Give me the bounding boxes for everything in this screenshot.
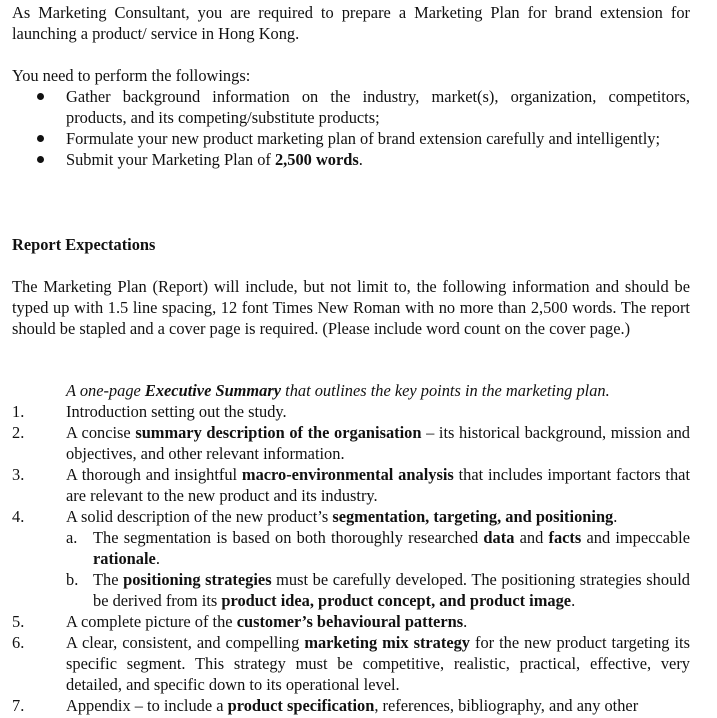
item-number: 4. (12, 507, 25, 526)
list-item: 6. A clear, consistent, and compelling marketing mix strategy for the new product targeting its specific segment. This strategy must be competitive, realistic, practical, effective, very detailed, and specific down to its operational level. (12, 633, 690, 694)
list-item: 2. A concise summary description of the organisation – its historical background, mission and objectives, and other relevant information. (12, 423, 690, 463)
item-number: 5. (12, 612, 25, 631)
sub-list-item: a. The segmentation is based on both thoroughly researched data and facts and impeccable rationale. (66, 528, 690, 568)
intro-paragraph: As Marketing Consultant, you are required to prepare a Marketing Plan for brand extension for launching a product/ service in Hong Kong. (12, 3, 690, 43)
list-item: 3. A thorough and insightful macro-environmental analysis that includes important factors that are relevant to the new product and its industry. (12, 465, 690, 505)
sub-item-letter: b. (66, 570, 79, 589)
bullet-item: Formulate your new product marketing plan of brand extension carefully and intelligently; (12, 128, 690, 149)
bullet-item: Submit your Marketing Plan of 2,500 words. (12, 149, 690, 170)
item-number: 1. (12, 402, 25, 421)
report-expectations-heading: Report Expectations (12, 235, 156, 254)
bullet-dot-icon (37, 93, 44, 100)
sub-list-item: b. The positioning strategies must be carefully developed. The positioning strategies should be derived from its product idea, product concept, and product image. (66, 570, 690, 610)
list-item: 1. Introduction setting out the study. (12, 402, 287, 421)
executive-summary-item: A one-page Executive Summary that outlines the key points in the marketing plan. (66, 381, 610, 400)
bullet-dot-icon (37, 156, 44, 163)
task-bullet-list (12, 86, 690, 170)
item-number: 2. (12, 423, 25, 442)
bullet-dot-icon (37, 135, 44, 142)
list-item: 4. A solid description of the new product’s segmentation, targeting, and positioning. (12, 507, 618, 526)
item-number: 3. (12, 465, 25, 484)
need-heading: You need to perform the followings: (12, 66, 251, 85)
list-item: 5. A complete picture of the customer’s behavioural patterns. (12, 612, 468, 631)
plan-paragraph: The Marketing Plan (Report) will include, but not limit to, the following information and should be typed up with 1.5 line spacing, 12 font Times New Roman with no more than 2,500 words. The report should be stapled and a cover page is required. (Please include word count on the cover page.) (12, 277, 690, 338)
sub-item-letter: a. (66, 528, 78, 547)
list-item: 7. Appendix – to include a product specification, references, bibliography, and any other (12, 696, 639, 715)
item-number: 7. (12, 696, 25, 715)
bullet-item: Gather background information on the industry, market(s), organization, competitors, products, and its competing/substitute products; (12, 86, 690, 128)
expectations-list (12, 380, 690, 716)
item-number: 6. (12, 633, 25, 652)
